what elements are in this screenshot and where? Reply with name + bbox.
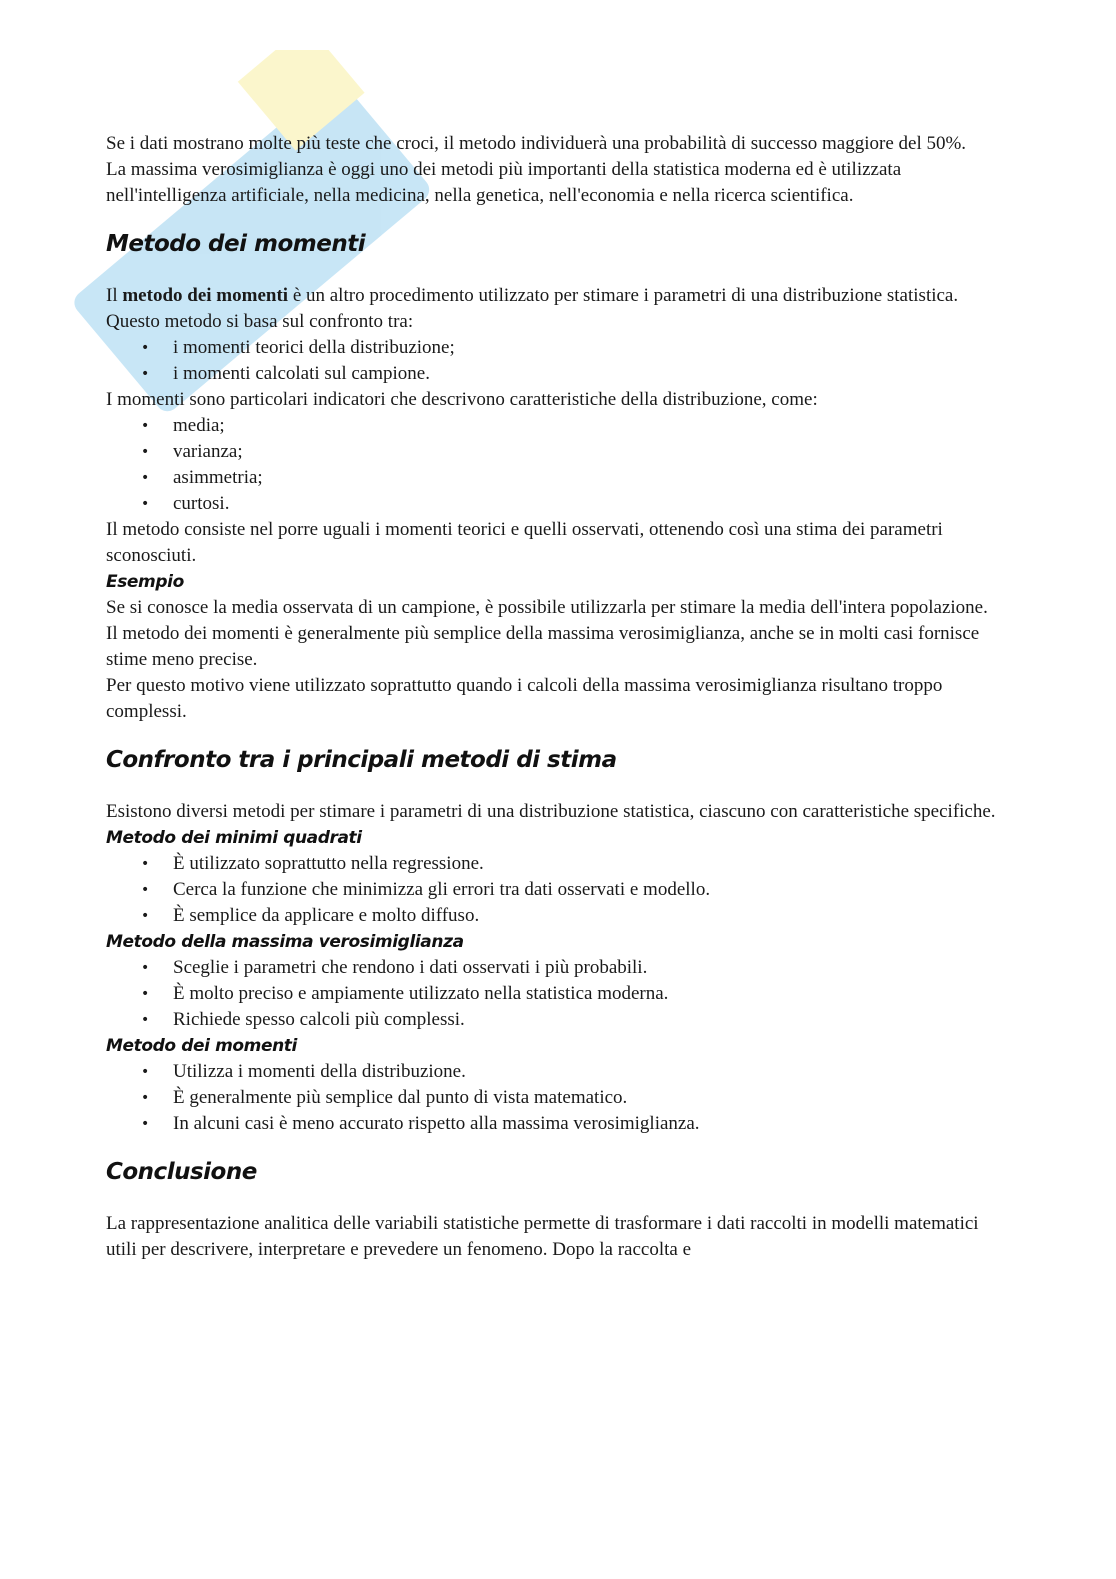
list-item: • i momenti teorici della distribuzione; [173, 335, 1006, 361]
list-item: • Utilizza i momenti della distribuzione. [173, 1059, 1006, 1085]
least-squares-list [106, 851, 1006, 929]
moments-paragraph-3: I momenti sono particolari indicatori che descrivono caratteristiche della distribuzione, come: [106, 389, 818, 410]
moments-paragraph-5: Se si conosce la media osservata di un campione, è possibile utilizzarla per stimare la media dell'intera popolazione. [106, 597, 988, 618]
list-item: • Cerca la funzione che minimizza gli errori tra dati osservati e modello. [173, 877, 1006, 903]
moments-paragraph-6: Il metodo dei momenti è generalmente più semplice della massima verosimiglianza, anche se in molti casi fornisce stime meno precise. [106, 623, 980, 670]
document-body [106, 131, 1006, 1263]
moments-comparison-list [106, 335, 1006, 387]
moments-indicators-list [106, 413, 1006, 517]
section-heading-moments: Metodo dei momenti [106, 231, 366, 257]
list-item: • Sceglie i parametri che rendono i dati osservati i più probabili. [173, 955, 1006, 981]
subheading-max-likelihood: Metodo della massima verosimiglianza [106, 932, 464, 952]
text-run: Il [106, 285, 123, 306]
bold-term: metodo dei momenti [122, 285, 289, 306]
subheading-least-squares: Metodo dei minimi quadrati [106, 828, 362, 848]
list-item: • È generalmente più semplice dal punto di vista matematico. [173, 1085, 1006, 1111]
list-item: • È molto preciso e ampiamente utilizzato nella statistica moderna. [173, 981, 1006, 1007]
list-item: • varianza; [173, 439, 1006, 465]
text-run: è un altro procedimento utilizzato per stimare i parametri di una distribuzione statistica. [288, 285, 959, 306]
list-item: • È semplice da applicare e molto diffuso. [173, 903, 1006, 929]
intro-paragraph-2: La massima verosimiglianza è oggi uno dei metodi più importanti della statistica moderna ed è utilizzata nell'intelligenza artificiale, nella medicina, nella genetica, nell'economia e nella ricerca scientifica. [106, 159, 902, 206]
moments-paragraph-7: Per questo motivo viene utilizzato soprattutto quando i calcoli della massima verosimiglianza risultano troppo complessi. [106, 675, 943, 722]
section-heading-conclusion: Conclusione [106, 1159, 257, 1185]
list-item: • Richiede spesso calcoli più complessi. [173, 1007, 1006, 1033]
moments-paragraph-1 [106, 283, 1006, 309]
list-item: • In alcuni casi è meno accurato rispetto alla massima verosimiglianza. [173, 1111, 1006, 1137]
intro-paragraph-1: Se i dati mostrano molte più teste che croci, il metodo individuerà una probabilità di successo maggiore del 50%. [106, 133, 967, 154]
subheading-moments: Metodo dei momenti [106, 1036, 297, 1056]
list-item: • i momenti calcolati sul campione. [173, 361, 1006, 387]
moments-method-list [106, 1059, 1006, 1137]
list-item: • asimmetria; [173, 465, 1006, 491]
moments-paragraph-2: Questo metodo si basa sul confronto tra: [106, 311, 414, 332]
max-likelihood-list [106, 955, 1006, 1033]
comparison-paragraph-1: Esistono diversi metodi per stimare i parametri di una distribuzione statistica, ciascuno con caratteristiche specifiche. [106, 801, 996, 822]
list-item: • È utilizzato soprattutto nella regressione. [173, 851, 1006, 877]
conclusion-paragraph-1: La rappresentazione analitica delle variabili statistiche permette di trasformare i dati raccolti in modelli matematici utili per descrivere, interpretare e prevedere un fenomeno. Dopo la raccolta e [106, 1213, 979, 1260]
list-item: • curtosi. [173, 491, 1006, 517]
moments-paragraph-4: Il metodo consiste nel porre uguali i momenti teorici e quelli osservati, ottenendo così una stima dei parametri sconosciuti. [106, 519, 943, 566]
section-heading-comparison: Confronto tra i principali metodi di stima [106, 747, 617, 773]
example-heading: Esempio [106, 572, 184, 592]
list-item: • media; [173, 413, 1006, 439]
